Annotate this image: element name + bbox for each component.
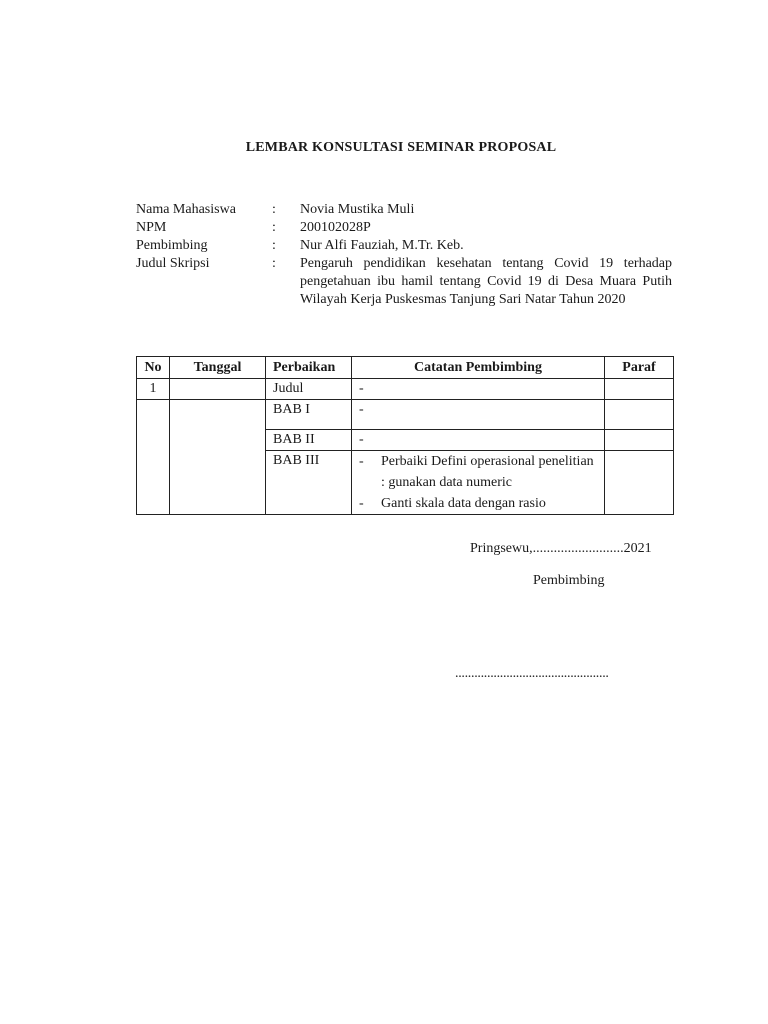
document-title: LEMBAR KONSULTASI SEMINAR PROPOSAL [245, 140, 557, 155]
info-colon: : [272, 202, 276, 217]
cell-catatan: - [352, 379, 605, 400]
info-value-npm: 200102028P [300, 220, 371, 235]
note-dash: - [359, 496, 364, 511]
info-value-judul: Pengaruh pendidikan kesehatan tentang Covid 19 terhadap pengetahuan ibu hamil tentang Covid 19 di Desa Muara Putih Wilayah Kerja Puskesmas Tanjung Sari Natar Tahun 2020 [300, 256, 672, 307]
cell-no [137, 400, 170, 515]
info-colon: : [272, 256, 276, 271]
info-label: Nama Mahasiswa [136, 202, 236, 217]
place-date: Pringsewu,..........................2021 [470, 541, 652, 556]
info-label: Pembimbing [136, 238, 208, 253]
consultation-table [136, 356, 674, 515]
note-text: Ganti skala data dengan rasio [381, 496, 546, 511]
signature-line: ................................................ [455, 666, 609, 681]
student-info [136, 201, 672, 309]
note-item [359, 493, 597, 514]
header-perbaikan: Perbaikan [266, 357, 352, 379]
table-row [137, 400, 674, 430]
cell-perbaikan: BAB I [266, 400, 352, 430]
signer-role: Pembimbing [533, 573, 605, 588]
info-row-judul [136, 255, 672, 309]
note-dash: - [359, 454, 364, 469]
info-row-pembimbing [136, 237, 672, 255]
table-row [137, 379, 674, 400]
cell-paraf [605, 451, 674, 515]
header-tanggal: Tanggal [170, 357, 266, 379]
header-no: No [137, 357, 170, 379]
cell-paraf [605, 430, 674, 451]
cell-paraf [605, 400, 674, 430]
note-item [359, 451, 597, 493]
cell-tanggal [170, 400, 266, 515]
cell-tanggal [170, 379, 266, 400]
cell-perbaikan: BAB III [266, 451, 352, 515]
table-header-row [137, 357, 674, 379]
info-label: Judul Skripsi [136, 256, 210, 271]
header-paraf: Paraf [605, 357, 674, 379]
info-row-npm [136, 219, 672, 237]
info-value-pembimbing: Nur Alfi Fauziah, M.Tr. Keb. [300, 238, 464, 253]
info-colon: : [272, 238, 276, 253]
cell-perbaikan: Judul [266, 379, 352, 400]
cell-perbaikan: BAB II [266, 430, 352, 451]
header-catatan: Catatan Pembimbing [352, 357, 605, 379]
cell-no: 1 [137, 379, 170, 400]
note-text: Perbaiki Defini operasional penelitian : gunakan data numeric [381, 454, 594, 490]
info-label: NPM [136, 220, 167, 235]
info-colon: : [272, 220, 276, 235]
cell-catatan: - [352, 430, 605, 451]
cell-catatan: - [352, 400, 605, 430]
info-value-nama: Novia Mustika Muli [300, 202, 415, 217]
cell-catatan [352, 451, 605, 515]
cell-paraf [605, 379, 674, 400]
info-row-nama [136, 201, 672, 219]
